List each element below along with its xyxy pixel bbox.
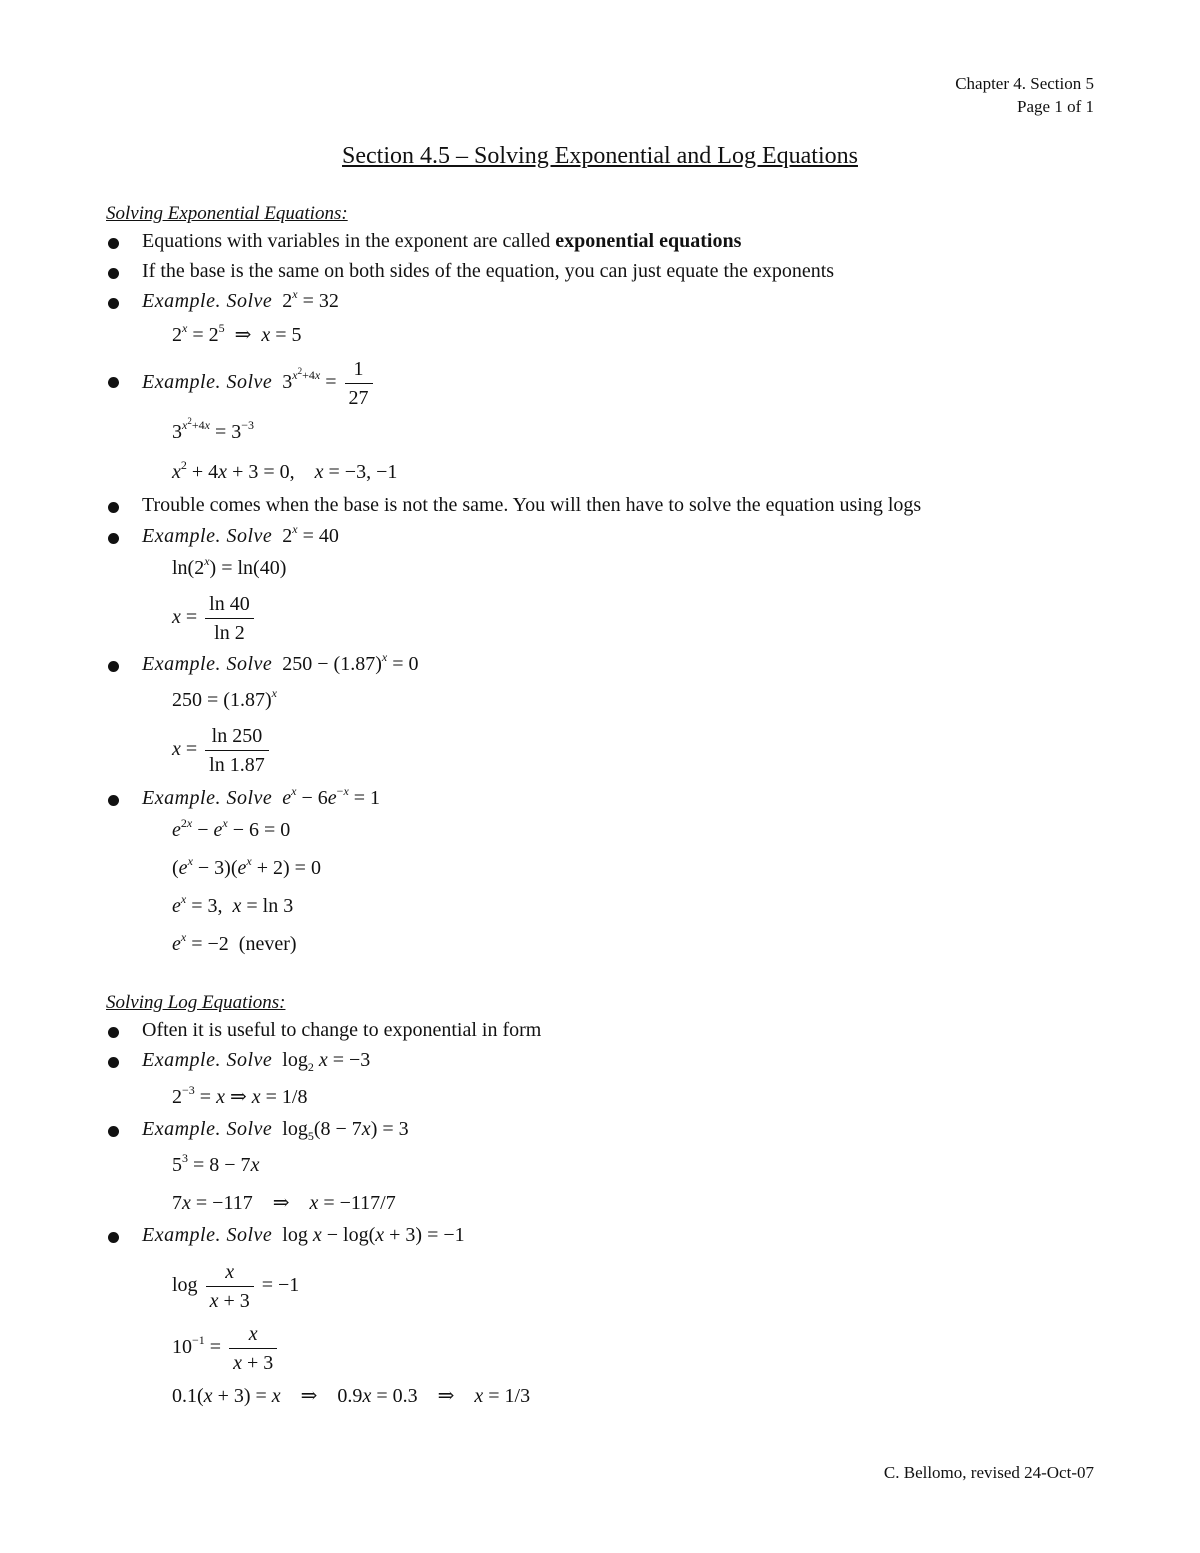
section-heading-log: Solving Log Equations: [106, 992, 286, 1013]
log-example-3: Example. Solve log x − log(x + 3) = −1 [142, 1224, 465, 1246]
example-2-step-1: $3^{x^2+4x} = 3^{-3}$ [172, 416, 254, 443]
example-4-step-2: x = $\frac{\ln 250}{\ln 1.87}$ [172, 722, 272, 779]
bullet-same-base: If the base is the same on both sides of the equation, you can just equate the exponents [142, 260, 835, 282]
example-4: Example. Solve $250 - (1.87)^x = 0$ [142, 650, 419, 675]
example-5-step-2: $(e^x - 3)(e^x + 2) = 0$ [172, 854, 321, 879]
page-title: Section 4.5 – Solving Exponential and Log Equations [342, 143, 858, 169]
log-example-3-step-1: log $\frac{x}{x + 3}$ = −1 [172, 1258, 299, 1315]
chapter-label: Chapter 4. Section 5 [955, 74, 1094, 93]
page-header [955, 72, 1094, 118]
example-5: Example. Solve $e^x - 6e^{-x} = 1$ [142, 784, 381, 809]
bullet-icon [108, 298, 119, 309]
page-footer: C. Bellomo, revised 24-Oct-07 [883, 1463, 1094, 1482]
bullet-icon [108, 1126, 119, 1137]
bullet-icon [108, 1057, 119, 1068]
section-heading-exponential: Solving Exponential Equations: [106, 203, 348, 224]
example-3: Example. Solve $2^x = 40$ [142, 522, 339, 547]
bullet-icon [108, 795, 119, 806]
bullet-icon [108, 1232, 119, 1243]
log-example-2-step-2: 7x = −117 ⇒ x = −117/7 [172, 1192, 396, 1214]
example-3-step-2: x = $\frac{\ln 40}{\ln 2}$ [172, 590, 257, 647]
bullet-icon [108, 238, 119, 249]
page-number: Page 1 of 1 [1017, 97, 1094, 116]
bullet-icon [108, 377, 119, 388]
log-example-2: Example. Solve $\log_5(8 - 7x) = 3$ [142, 1118, 409, 1143]
log-example-1: Example. Solve $\log_2 x = -3$ [142, 1049, 371, 1074]
bullet-trouble: Trouble comes when the base is not the same. You will then have to solve the equation using logs [142, 494, 922, 516]
bullet-icon [108, 661, 119, 672]
example-4-step-1: $250 = (1.87)^x$ [172, 686, 277, 711]
example-5-step-3: $e^x = 3$, x = ln 3 [172, 892, 294, 917]
bullet-icon [108, 502, 119, 513]
bullet-icon [108, 533, 119, 544]
log-example-1-step-1: $2^{-3} = x$ ⇒ x = 1/8 [172, 1083, 308, 1108]
log-example-3-step-2: $10^{-1}$ = $\frac{x}{x + 3}$ [172, 1320, 280, 1377]
example-1-step-1: $2^x = 2^5$ ⇒ x = 5 [172, 321, 302, 346]
bullet-icon [108, 268, 119, 279]
log-example-2-step-1: $5^3 = 8 - 7x$ [172, 1151, 260, 1176]
bullet-change-form: Often it is useful to change to exponential in form [142, 1019, 542, 1041]
bullet-exponential-definition: Equations with variables in the exponent are called exponential equations [142, 230, 742, 252]
example-3-step-1: $\ln(2^x) = \ln(40)$ [172, 554, 287, 579]
bullet-icon [108, 1027, 119, 1038]
example-1: Example. Solve $2^x = 32$ [142, 287, 339, 312]
example-5-step-4: $e^x = -2$ (never) [172, 930, 297, 955]
example-2-step-2: $x^2 + 4x + 3 = 0$, x = −3, −1 [172, 458, 398, 483]
log-example-3-step-3: 0.1(x + 3) = x ⇒ 0.9x = 0.3 ⇒ x = 1/3 [172, 1385, 531, 1407]
example-2: Example. Solve $3^{x^2+4x}$ = $\frac{1}{27}$ [142, 355, 376, 412]
example-5-step-1: $e^{2x} - e^x - 6 = 0$ [172, 816, 291, 841]
